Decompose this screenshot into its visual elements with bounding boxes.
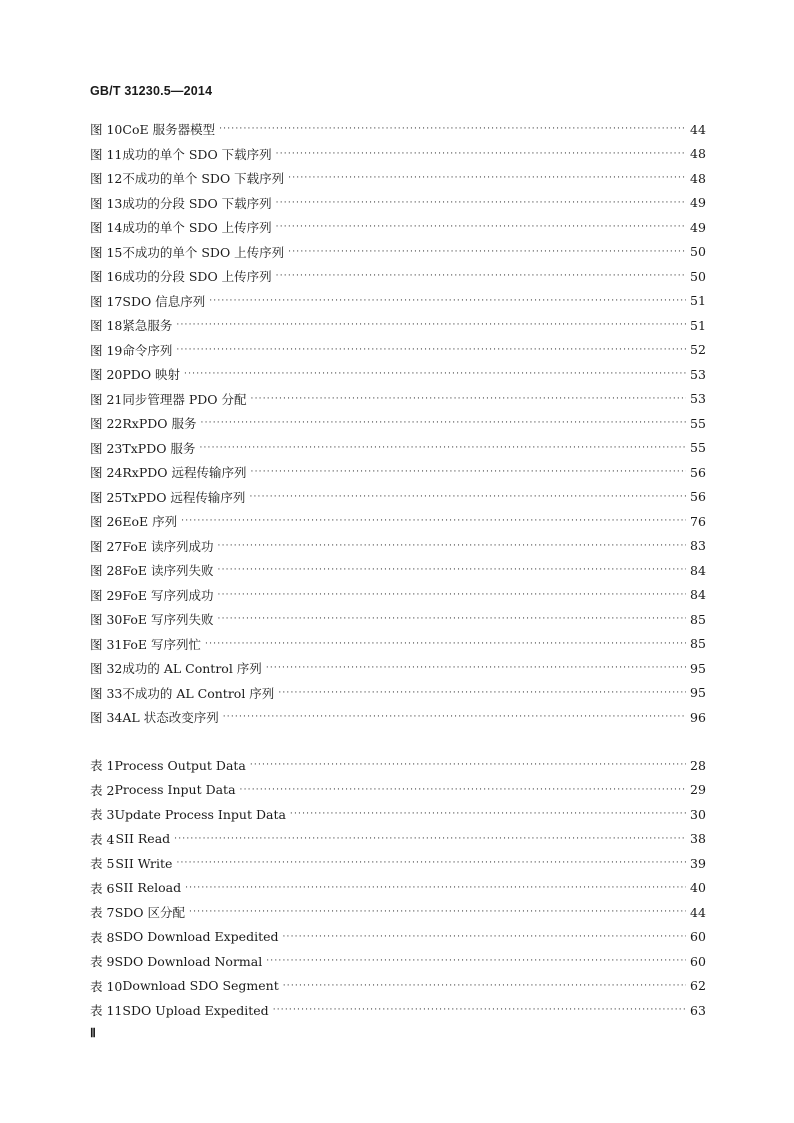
figure-label: 图 21 [90, 391, 123, 407]
figure-list [90, 117, 704, 730]
figure-page-number: 56 [690, 489, 706, 505]
dot-leader [276, 222, 686, 232]
figure-label: 图 24 [90, 465, 123, 481]
dot-leader [240, 785, 686, 795]
table-page-number: 60 [690, 953, 706, 969]
figure-page-number: 50 [690, 268, 706, 284]
table-title: SDO Download Normal [114, 953, 263, 969]
figure-entry[interactable] [90, 411, 704, 436]
figure-title: EoE 序列 [122, 514, 178, 530]
figure-page-number: 49 [690, 219, 706, 235]
dot-leader [288, 173, 686, 183]
table-entry[interactable] [90, 753, 704, 778]
table-label: 表 4 [90, 831, 115, 847]
figure-entry[interactable] [90, 338, 704, 363]
dot-leader [176, 320, 686, 330]
figure-entry[interactable] [90, 558, 704, 583]
figure-label: 图 31 [90, 636, 123, 652]
figure-entry[interactable] [90, 656, 704, 681]
dot-leader [176, 345, 686, 355]
figure-title: RxPDO 远程传输序列 [122, 465, 247, 481]
figure-title: 同步管理器 PDO 分配 [122, 391, 247, 407]
dot-leader [250, 760, 686, 770]
figure-page-number: 96 [690, 709, 706, 725]
table-label: 表 5 [90, 856, 115, 872]
table-page-number: 39 [690, 855, 706, 871]
table-label: 表 6 [90, 880, 115, 896]
figure-title: 不成功的单个 SDO 下载序列 [122, 171, 285, 187]
table-label: 表 8 [90, 929, 115, 945]
figure-page-number: 95 [690, 660, 706, 676]
dot-leader [218, 614, 686, 624]
table-page-number: 62 [690, 978, 706, 994]
figure-entry[interactable] [90, 191, 704, 216]
figure-title: CoE 服务器模型 [122, 122, 216, 138]
dot-leader [205, 639, 686, 649]
figure-entry[interactable] [90, 387, 704, 412]
figure-entry[interactable] [90, 705, 704, 730]
dot-leader [290, 809, 686, 819]
figure-title: FoE 写序列忙 [122, 636, 202, 652]
figure-label: 图 10 [90, 122, 123, 138]
figure-title: 命令序列 [122, 342, 173, 358]
figure-label: 图 34 [90, 710, 123, 726]
figure-page-number: 55 [690, 440, 706, 456]
figure-title: 成功的单个 SDO 上传序列 [122, 220, 272, 236]
dot-leader [218, 541, 686, 551]
table-title: Download SDO Segment [122, 978, 279, 994]
table-entry[interactable] [90, 949, 704, 974]
figure-page-number: 51 [690, 293, 706, 309]
table-title: Update Process Input Data [114, 806, 286, 822]
figure-page-number: 49 [690, 195, 706, 211]
figure-entry[interactable] [90, 583, 704, 608]
table-title: SII Write [115, 855, 173, 871]
dot-leader [219, 124, 686, 134]
dot-leader [278, 688, 686, 698]
table-page-number: 63 [690, 1002, 706, 1018]
table-title: SII Read [115, 831, 171, 847]
figure-label: 图 27 [90, 538, 123, 554]
figure-entry[interactable] [90, 460, 704, 485]
figure-page-number: 55 [690, 415, 706, 431]
figure-label: 图 20 [90, 367, 123, 383]
figure-label: 图 25 [90, 489, 123, 505]
table-list [90, 753, 704, 1023]
figure-title: RxPDO 服务 [122, 416, 197, 432]
table-entry[interactable] [90, 998, 704, 1023]
table-title: SDO 区分配 [114, 905, 186, 921]
page-number: Ⅱ [90, 1026, 96, 1040]
dot-leader [283, 932, 687, 942]
figure-entry[interactable] [90, 632, 704, 657]
dot-leader [273, 1005, 686, 1015]
figure-label: 图 22 [90, 416, 123, 432]
figure-entry[interactable] [90, 166, 704, 191]
figure-entry[interactable] [90, 362, 704, 387]
figure-label: 图 18 [90, 318, 123, 334]
figure-page-number: 85 [690, 636, 706, 652]
figure-label: 图 23 [90, 440, 123, 456]
table-title: SDO Upload Expedited [122, 1002, 269, 1018]
figure-title: TxPDO 远程传输序列 [122, 489, 246, 505]
table-page-number: 28 [690, 757, 706, 773]
dot-leader [218, 590, 686, 600]
dot-leader [276, 198, 686, 208]
figure-entry[interactable] [90, 142, 704, 167]
table-entry[interactable] [90, 900, 704, 925]
figure-title: FoE 读序列失败 [122, 563, 214, 579]
table-page-number: 29 [690, 782, 706, 798]
figure-entry[interactable] [90, 534, 704, 559]
figure-entry[interactable] [90, 509, 704, 534]
table-entry[interactable] [90, 876, 704, 901]
figure-label: 图 17 [90, 293, 123, 309]
figure-label: 图 19 [90, 342, 123, 358]
dot-leader [201, 418, 686, 428]
figure-title: 成功的 AL Control 序列 [122, 661, 262, 677]
figure-page-number: 84 [690, 562, 706, 578]
table-title: SII Reload [114, 880, 182, 896]
dot-leader [266, 956, 686, 966]
figure-label: 图 28 [90, 563, 123, 579]
figure-entry[interactable] [90, 289, 704, 314]
figure-title: SDO 信息序列 [122, 293, 206, 309]
table-label: 表 7 [90, 905, 115, 921]
figure-entry[interactable] [90, 607, 704, 632]
figure-page-number: 50 [690, 244, 706, 260]
dot-leader [209, 296, 686, 306]
figure-page-number: 53 [690, 366, 706, 382]
table-title: Process Input Data [114, 782, 236, 798]
figure-title: FoE 写序列成功 [122, 587, 214, 603]
figure-title: 成功的单个 SDO 下载序列 [122, 146, 272, 162]
figure-page-number: 48 [690, 146, 706, 162]
figure-entry[interactable] [90, 681, 704, 706]
document-header: GB/T 31230.5—2014 [90, 84, 213, 98]
table-entry[interactable] [90, 851, 704, 876]
figure-page-number: 51 [690, 317, 706, 333]
figure-label: 图 29 [90, 587, 123, 603]
figure-label: 图 30 [90, 612, 123, 628]
figure-label: 图 12 [90, 171, 123, 187]
figure-title: 成功的分段 SDO 下载序列 [122, 195, 272, 211]
figure-label: 图 11 [90, 146, 123, 162]
table-title: Process Output Data [114, 757, 246, 773]
table-entry[interactable] [90, 802, 704, 827]
figure-page-number: 84 [690, 587, 706, 603]
figure-entry[interactable] [90, 240, 704, 265]
table-entry[interactable] [90, 974, 704, 999]
dot-leader [288, 247, 686, 257]
table-entry[interactable] [90, 778, 704, 803]
dot-leader [174, 834, 686, 844]
figure-title: 紧急服务 [122, 318, 173, 334]
table-page-number: 44 [690, 904, 706, 920]
figure-page-number: 83 [690, 538, 706, 554]
dot-leader [185, 883, 686, 893]
table-label: 表 2 [90, 782, 115, 798]
table-page-number: 40 [690, 880, 706, 896]
figure-entry[interactable] [90, 313, 704, 338]
figure-page-number: 44 [690, 121, 706, 137]
table-page-number: 30 [690, 806, 706, 822]
figure-label: 图 26 [90, 514, 123, 530]
figure-title: FoE 读序列成功 [122, 538, 214, 554]
table-label: 表 10 [90, 978, 123, 994]
figure-entry[interactable] [90, 117, 704, 142]
dot-leader [218, 565, 686, 575]
dot-leader [249, 492, 686, 502]
figure-title: 不成功的 AL Control 序列 [122, 685, 275, 701]
figure-page-number: 85 [690, 611, 706, 627]
dot-leader [251, 394, 686, 404]
figure-page-number: 52 [690, 342, 706, 358]
dot-leader [276, 271, 686, 281]
dot-leader [283, 981, 686, 991]
dot-leader [189, 907, 686, 917]
figure-label: 图 32 [90, 661, 123, 677]
table-label: 表 9 [90, 954, 115, 970]
figure-page-number: 76 [690, 513, 706, 529]
figure-entry[interactable] [90, 436, 704, 461]
figure-label: 图 13 [90, 195, 123, 211]
dot-leader [266, 663, 686, 673]
figure-entry[interactable] [90, 215, 704, 240]
figure-title: FoE 写序列失败 [122, 612, 214, 628]
table-page-number: 60 [690, 929, 706, 945]
figure-title: 不成功的单个 SDO 上传序列 [122, 244, 285, 260]
figure-entry[interactable] [90, 264, 704, 289]
table-title: SDO Download Expedited [114, 929, 279, 945]
dot-leader [223, 712, 686, 722]
dot-leader [276, 149, 686, 159]
figure-page-number: 56 [690, 464, 706, 480]
figure-page-number: 95 [690, 685, 706, 701]
table-entry[interactable] [90, 827, 704, 852]
dot-leader [176, 858, 686, 868]
figure-label: 图 16 [90, 269, 123, 285]
figure-title: TxPDO 服务 [122, 440, 196, 456]
table-label: 表 11 [90, 1003, 123, 1019]
table-page-number: 38 [690, 831, 706, 847]
figure-title: AL 状态改变序列 [122, 710, 219, 726]
figure-label: 图 14 [90, 220, 123, 236]
dot-leader [199, 443, 686, 453]
figure-page-number: 48 [690, 170, 706, 186]
figure-title: 成功的分段 SDO 上传序列 [122, 269, 272, 285]
table-label: 表 3 [90, 807, 115, 823]
figure-entry[interactable] [90, 485, 704, 510]
figure-label: 图 15 [90, 244, 123, 260]
dot-leader [251, 467, 686, 477]
dot-leader [181, 516, 686, 526]
table-entry[interactable] [90, 925, 704, 950]
table-label: 表 1 [90, 758, 115, 774]
dot-leader [184, 369, 686, 379]
figure-title: PDO 映射 [122, 367, 181, 383]
figure-page-number: 53 [690, 391, 706, 407]
figure-label: 图 33 [90, 685, 123, 701]
